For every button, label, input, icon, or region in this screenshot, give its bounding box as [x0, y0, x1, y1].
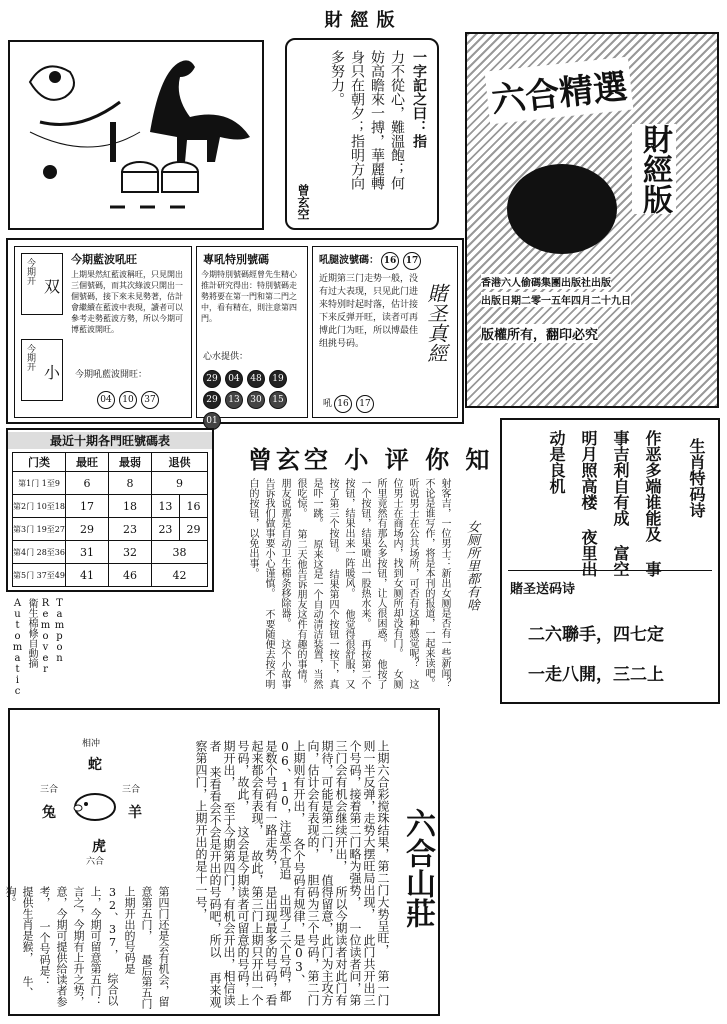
panel3-body: 近期第三门走势一般，没有过大表现，只见此门进来特别时起时落，估计接下来反弹开旺，读者可再博此门为旺，所以博最佳组挑号码。 [319, 274, 419, 349]
panel3-bottom-row [323, 395, 376, 413]
ball: 19 [269, 370, 287, 388]
panel2-body: 今期特別號碼經曾先生精心推計研究得出：特別號碼走勢將要在第一門和第二門之中，看有精在，則注意第四門。 [201, 270, 297, 323]
zodiac-right-label: 三合 [122, 785, 141, 795]
cell: 6 [66, 472, 109, 495]
article-col: 这会是今期读者可留意的号码，上期开出， [222, 740, 250, 1006]
bottom-article-box [4, 708, 440, 1016]
motto-scroll [285, 38, 439, 230]
story-title: 曾玄空 小 评 你 知 [248, 445, 494, 474]
cell: 38 [151, 541, 207, 564]
story-col: 他按了一个按钮，结果喷出一股热水来。 [359, 478, 386, 689]
article-col: 第四门还是会有机会，留意第五门， [140, 886, 170, 1007]
ball: 30 [247, 391, 265, 409]
motto-signature: 曾玄空 [296, 184, 310, 220]
story-col: 不要随便去按不明白的按钮，以免出事。 [247, 478, 274, 689]
article-col: 是出现最多的号码，看起来都会有表现， [250, 740, 278, 1006]
article-col: 一个号码是： [38, 921, 51, 987]
article-col: 再来观察第四门，上期开出的是十一号， [194, 740, 222, 1008]
article-col: 出现了三个号码，都是数个号码有一路走势， [264, 740, 292, 1002]
motto-heading: 一字記之曰：指 [411, 50, 427, 148]
cell: 23 [108, 518, 151, 541]
dinosaur-picture-box [8, 40, 264, 230]
poem-line: 作恶多端谁能及 [643, 430, 662, 542]
bottom-article-columns-left [4, 886, 172, 1010]
ball: 17 [356, 395, 374, 413]
cell: 29 [179, 518, 207, 541]
table-row [13, 541, 208, 564]
send-line: 二六聯手，四七定 [528, 625, 664, 645]
ad-logo-text: 六合精選 [485, 57, 634, 125]
poem-line: 富空明月照高楼 [579, 430, 630, 577]
panel2-bottom: 心水提供： [203, 352, 249, 362]
cell: 23 [151, 518, 179, 541]
ball: 48 [247, 370, 265, 388]
cell: 46 [108, 564, 151, 587]
story-col: 结果第四个按钮一按下，真是吓一跳。 [311, 478, 338, 689]
ball: 04 [225, 370, 243, 388]
article-col: 胆码为三个号码，第二门上期则有开出， [292, 740, 320, 1006]
cell: 31 [66, 541, 109, 564]
article-col: 上期六合彩搅珠结果，第二门大势呈旺， [376, 740, 390, 956]
story-rotated-text: Tampon Remover 衛生棉條自動摘 Automatic [12, 598, 65, 697]
dinosaur-illustration [10, 42, 262, 228]
table-header: 退供 [151, 453, 207, 472]
poem-divider [508, 570, 712, 571]
publisher-ad [465, 32, 719, 408]
article-col: 值得留意，此门为主攻方向，估计会有表现的， [306, 740, 334, 1006]
ball: 29 [203, 391, 221, 409]
story-col: 听说男士在公共场所，可否有这种感觉呢？ [407, 478, 418, 668]
story-col: 原来这是一个自动清洁装置，当然很吃惊。 [295, 478, 322, 689]
panel1-balls [95, 387, 161, 409]
story-col: 再按第二个按钮，结果出来一阵暖风。 [343, 478, 370, 689]
ball: 04 [97, 391, 115, 409]
panel3-title-text: 吼腿波號碼： [319, 255, 379, 266]
article-col: 言之，今期有上升之势， [72, 886, 85, 1007]
article-col: 意，今期可提供给读者参考， [38, 886, 68, 1007]
row-label: 第2门 10至18 [13, 495, 66, 518]
zodiac-diagram [20, 732, 170, 882]
table-row [13, 472, 208, 495]
gate-table-box [6, 428, 214, 592]
prediction-strip [6, 238, 464, 424]
article-col: 各个号码有规律，是03、06、10，注意不宜追 [278, 740, 306, 986]
bottom-article-columns [180, 740, 390, 1010]
story-col: 这个小故事告诉我们做事要小心谨慎。 [263, 478, 290, 689]
ad-copyright: 版權所有，翻印必究 [481, 324, 598, 343]
story-col: 射客吉，一位男士：新出女厕是否有一些新闻？ [439, 478, 450, 688]
article-col: 提供生肖是猴， [21, 886, 34, 963]
article-col: 来看看会不会是开出的号码吧，所以 [208, 766, 222, 958]
ball: 16 [381, 252, 399, 270]
ball: 13 [225, 391, 243, 409]
label-small-value: 小 [44, 363, 61, 382]
calligraphy-text: 賭圣真經 [424, 283, 448, 363]
ball: 10 [119, 391, 137, 409]
ad-swirl-graphic [507, 164, 617, 254]
table-title: 最近十期各門旺號碼表 [8, 432, 212, 449]
label-even-top: 今期开 [25, 258, 35, 285]
ad-publisher: 香港六人偷碼集團出版社出版 [481, 274, 611, 289]
story-side-heading: 女厕所里都有啥 [464, 520, 479, 611]
ball: 29 [203, 370, 221, 388]
cell: 41 [66, 564, 109, 587]
table-header-row [13, 453, 208, 472]
article-col: 此门共开出三个号码，接着第二门略为强势， [348, 740, 376, 1006]
article-col: 综合以上，今期可留意第五门： [89, 886, 119, 1007]
cell: 17 [66, 495, 109, 518]
ad-date: 出版日期二零一五年四月二十九日 [481, 292, 631, 307]
zodiac-tiger: 虎 [92, 839, 106, 855]
cell: 16 [179, 495, 207, 518]
panel-special-number [196, 246, 308, 426]
label-box-small [21, 339, 63, 401]
table-row [13, 564, 208, 587]
article-col: 故此，第三门上期只开出一个号码，故此， [236, 740, 264, 1006]
story-col: 他觉得很舒服，又按了第三个按钮。 [327, 478, 354, 689]
label-box-even [21, 253, 63, 315]
bottom-article-title: 六合山莊 [400, 808, 435, 928]
story-col: 第二天他告诉朋友这件有趣的事情。 [295, 529, 306, 689]
panel1-title: 今期藍波吼旺 [71, 253, 137, 266]
panel2-balls [201, 367, 305, 430]
label-small-top: 今期开 [25, 344, 35, 371]
cell: 42 [151, 564, 207, 587]
zodiac-left-label: 三合 [40, 785, 59, 795]
poem-box [500, 418, 720, 704]
article-col: 第一门则一半反弹，走势大摆旺局出现， [362, 740, 390, 1006]
panel-blue-wave [14, 246, 192, 418]
zodiac-snake: 蛇 [88, 757, 102, 773]
table-header: 最旺 [66, 453, 109, 472]
zodiac-bottom-label: 六合 [86, 857, 105, 867]
ball: 01 [203, 412, 221, 430]
panel1-body: 上期果然紅藍波稱旺，只見開出三個號碼，而其次綠波只開出一個號碼，接下來未見勢著，估計會繼續在藍波中表現，讀者可以參考走勢藍波方勢，所以今期可博藍波開旺。 [71, 270, 183, 334]
panel1-bottom: 今期吼藍波開旺： [75, 370, 148, 380]
ball: 15 [269, 391, 287, 409]
zodiac-sheep: 羊 [128, 805, 142, 821]
ball: 16 [334, 395, 352, 413]
cell: 32 [108, 541, 151, 564]
zodiac-rabbit: 兔 [42, 805, 56, 821]
table-header: 门类 [13, 453, 66, 472]
story-col: 女厕所里竟然有那么多按钮，让人很困惑。 [375, 478, 402, 689]
cell: 8 [108, 472, 151, 495]
motto-text: 力不從心，難溫飽；何妨高瞻來一搏，華麗轉身只在朝夕；指明方向多努力。 [329, 50, 405, 190]
row-label: 第3门 19至27 [13, 518, 66, 541]
article-col: 牛、狗。 [4, 886, 34, 998]
poem-line: 夜里出动是良机 [547, 430, 598, 577]
story-col: 这位男士在商场内，找到女厕所却没有门。 [391, 478, 418, 689]
ball: 17 [403, 252, 421, 270]
story-col: 不论是谁写作，将是本刊的报道，一起来读吧。 [423, 478, 434, 688]
cell: 9 [151, 472, 207, 495]
zodiac-top-label: 相冲 [82, 739, 101, 749]
page-title: 財經版 [324, 10, 403, 31]
panel-leg-wave [312, 246, 458, 418]
cell: 18 [108, 495, 151, 518]
story-columns [222, 478, 452, 693]
article-col: 一位读者问，第三门会有机会继续开出， [334, 740, 362, 1006]
panel3-bottom-text: 吼 [323, 399, 333, 409]
pig-icon [72, 790, 118, 824]
table-row [13, 518, 208, 541]
send-title: 賭圣送码诗 [510, 582, 576, 597]
row-label: 第5门 37至49 [13, 564, 66, 587]
article-col: 所以今期读者对此门有期待，可能是第二门， [320, 740, 348, 1006]
gate-table [12, 452, 208, 587]
label-even-value: 双 [44, 277, 61, 296]
story-col: 朋友说那是自动卫生棉条移除器。 [279, 478, 290, 628]
ball: 37 [141, 391, 159, 409]
article-col: 至于今期第四门，有机会开出，相信读者 [208, 740, 236, 1006]
cell: 29 [66, 518, 109, 541]
article-col: 最后第五门上期开出的号码是32、37， [106, 886, 153, 1009]
table-row [13, 495, 208, 518]
panel3-title [319, 251, 423, 270]
row-label: 第1门 1至9 [13, 472, 66, 495]
poem-title: 生肖特码诗 [687, 438, 706, 518]
poem-line: 事事吉利自有成 [611, 430, 662, 577]
panel2-title: 專吼特別號碼 [203, 253, 269, 266]
table-header: 最弱 [108, 453, 151, 472]
poem-lines [540, 430, 668, 580]
send-line: 一走八開，三二上 [528, 665, 664, 685]
ad-sub-text: 財經版 [632, 124, 676, 214]
cell: 13 [151, 495, 179, 518]
row-label: 第4门 28至36 [13, 541, 66, 564]
